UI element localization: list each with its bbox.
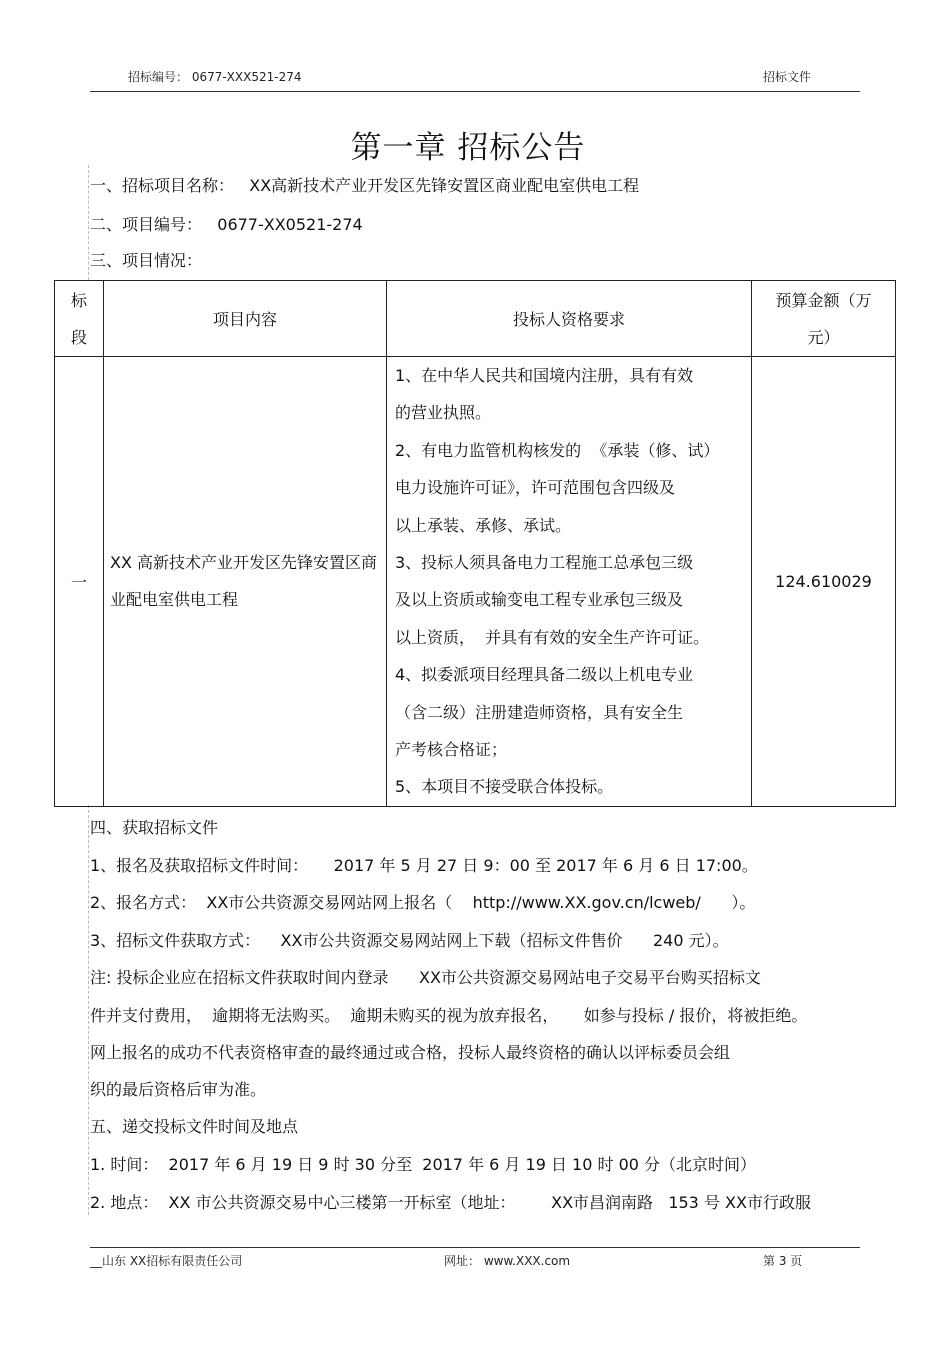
section-heading-submit: 五、递交投标文件时间及地点: [90, 1117, 299, 1136]
footer-company: __山东 XX招标有限责任公司: [90, 1254, 243, 1268]
requirement-line: 的营业执照。: [395, 403, 492, 423]
body-line: 注: 投标企业应在招标文件获取时间内登录 XX市公共资源交易网站电子交易平台购买招标文: [90, 968, 761, 987]
margin-guide-bottom: [88, 805, 89, 1215]
header-requirements: 投标人资格要求: [387, 281, 752, 357]
body-line: 件并支付费用， 逾期将无法购买。 逾期未购买的视为放弃报名， 如参与投标 / 报价，将被拒绝。: [90, 1006, 808, 1025]
requirement-line: 及以上资质或输变电工程专业承包三级及: [395, 590, 684, 610]
footer-page-number: 第 3 页: [763, 1254, 803, 1268]
header-doc-type: 招标文件: [763, 70, 812, 84]
body-line: 2、报名方式： XX市公共资源交易网站网上报名（ http://www.XX.gov.cn/lcweb/ ）。: [90, 893, 756, 912]
table-row: [55, 357, 896, 807]
requirement-line: （含二级）注册建造师资格，具有安全生: [395, 702, 684, 722]
margin-guide-top: [88, 165, 89, 280]
footer-divider: [90, 1247, 860, 1248]
body-line: 1. 时间： 2017 年 6 月 19 日 9 时 30 分至 2017 年 6 月 19 日 10 时 00 分（北京时间）: [90, 1155, 757, 1174]
requirement-line: 以上承装、承修、承试。: [395, 515, 572, 535]
table-header-row: [55, 281, 896, 357]
footer-website: 网址： www.XXX.com: [444, 1254, 571, 1268]
body-line: 3、招标文件获取方式： XX市公共资源交易网站网上下载（招标文件售价 240 元）。: [90, 931, 729, 950]
intro-project-name: 一、招标项目名称： XX高新技术产业开发区先锋安置区商业配电室供电工程: [90, 176, 640, 195]
header-divider: [90, 91, 860, 92]
row-budget: 124.610029: [752, 357, 896, 807]
requirement-line: 5、本项目不接受联合体投标。: [395, 777, 614, 797]
project-table: [54, 280, 896, 807]
intro-project-status: 三、项目情况：: [90, 251, 203, 270]
requirement-line: 产考核合格证；: [395, 739, 508, 759]
requirement-line: 4、拟委派项目经理具备二级以上机电专业: [395, 665, 694, 685]
row-segment: 一: [55, 357, 104, 807]
requirement-line: 1、在中华人民共和国境内注册，具有有效: [395, 366, 694, 385]
header-budget: 预算金额（万 元）: [752, 281, 896, 357]
body-line: 网上报名的成功不代表资格审查的最终通过或合格，投标人最终资格的确认以评标委员会组: [90, 1043, 731, 1062]
requirement-line: 3、投标人须具备电力工程施工总承包三级: [395, 552, 694, 572]
section-heading-obtain: 四、获取招标文件: [90, 818, 219, 837]
requirement-line: 电力设施许可证》，许可范围包含四级及: [395, 478, 676, 498]
header-content: 项目内容: [104, 281, 387, 357]
body-line: 2. 地点： XX 市公共资源交易中心三楼第一开标室（地址： XX市昌润南路 153 号 XX市行政服: [90, 1193, 811, 1212]
body-line: 1、报名及获取招标文件时间： 2017 年 5 月 27 日 9：00 至 2017 年 6 月 6 日 17:00。: [90, 856, 758, 875]
body-line: 织的最后资格后审为准。: [90, 1080, 267, 1099]
row-requirements: [387, 357, 752, 807]
requirement-line: 以上资质， 并具有有效的安全生产许可证。: [395, 627, 710, 647]
header-segment: 标 段: [55, 281, 104, 357]
header-bid-number: 招标编号： 0677-XXX521-274: [128, 70, 302, 84]
intro-project-number: 二、项目编号： 0677-XX0521-274: [90, 215, 363, 234]
requirement-line: 2、有电力监管机构核发的 《承装（修、试）: [395, 440, 720, 460]
chapter-title: 第一章 招标公告: [350, 130, 586, 166]
row-content: XX 高新技术产业开发区先锋安置区商业配电室供电工程: [104, 357, 387, 807]
